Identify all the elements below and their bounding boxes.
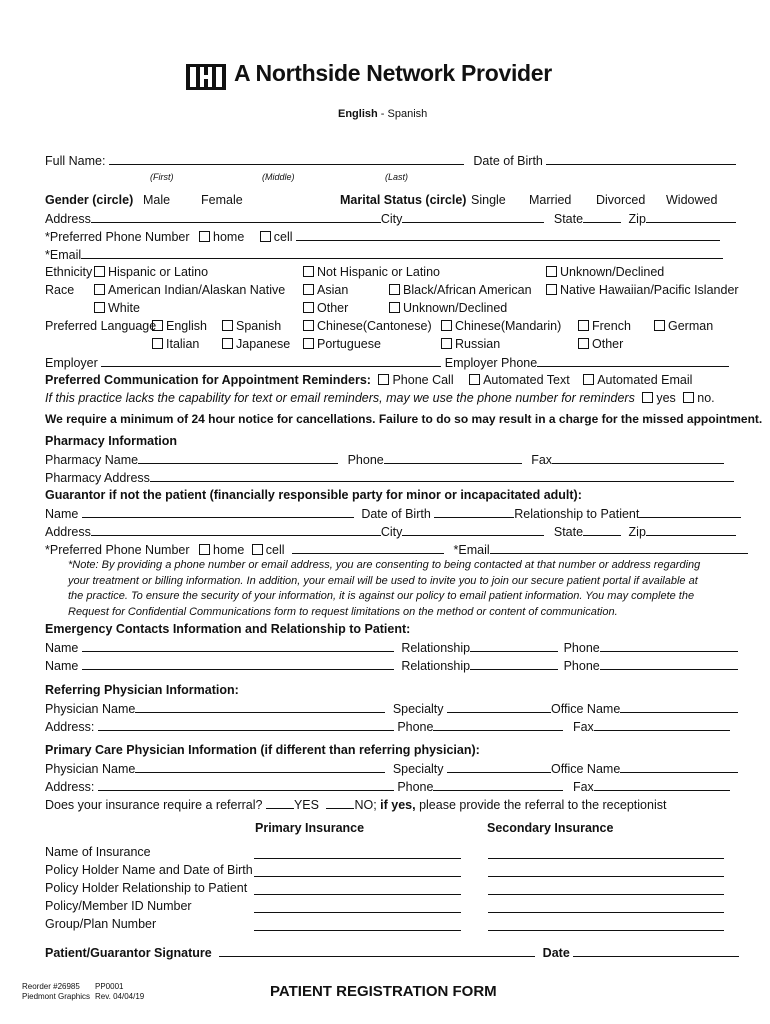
secondary-insurance-field[interactable] xyxy=(488,846,724,859)
guarantor-zip-field[interactable] xyxy=(646,523,736,536)
signature-field[interactable] xyxy=(219,944,535,957)
secondary-insurance-field[interactable] xyxy=(488,864,724,877)
guarantor-email-field[interactable] xyxy=(490,541,748,554)
page-title: A Northside Network Provider xyxy=(234,60,552,86)
pharmacy-address-row: Pharmacy Address xyxy=(45,469,725,486)
primary-insurance-field[interactable] xyxy=(254,900,461,913)
email-field[interactable] xyxy=(81,246,723,259)
secondary-insurance-field[interactable] xyxy=(488,900,724,913)
insurance-field-label: Policy/Member ID Number xyxy=(45,899,192,913)
form-title: PATIENT REGISTRATION FORM xyxy=(270,983,497,1000)
primary-insurance-field[interactable] xyxy=(254,882,461,895)
referral-row: Does your insurance require a referral? YES NO; if yes, please provide the referral to the receptionist xyxy=(45,798,667,812)
referring-physician-field[interactable] xyxy=(135,700,385,713)
marital-single-option[interactable]: Single xyxy=(471,193,506,207)
secondary-insurance-field[interactable] xyxy=(488,882,724,895)
pcp-specialty-field[interactable] xyxy=(447,760,551,773)
emergency-relationship-field-2[interactable] xyxy=(470,657,558,670)
insurance-field-label: Policy Holder Name and Date of Birth xyxy=(45,863,253,877)
guarantor-relationship-field[interactable] xyxy=(639,505,741,518)
guarantor-cell-checkbox[interactable] xyxy=(252,544,263,555)
emergency-name-field-2[interactable] xyxy=(82,657,394,670)
emergency-relationship-field-1[interactable] xyxy=(470,639,558,652)
employer-row: Employer Employer Phone xyxy=(45,354,725,371)
primary-insurance-heading: Primary Insurance xyxy=(255,821,365,835)
pcp-address-row: Address: Phone Fax xyxy=(45,778,725,795)
reminders-question-row: If this practice lacks the capability for text or email reminders, may we use the phone number for reminders yes no. xyxy=(45,391,715,405)
guarantor-home-checkbox[interactable] xyxy=(199,544,210,555)
home-checkbox[interactable] xyxy=(199,231,210,242)
insurance-field-label: Name of Insurance xyxy=(45,845,151,859)
secondary-insurance-heading: Secondary Insurance xyxy=(487,821,614,835)
full-name-field[interactable] xyxy=(109,152,464,165)
address-row: Address City State Zip xyxy=(45,210,725,227)
lang-english-link[interactable]: English xyxy=(338,108,378,120)
guarantor-name-row: Name Date of Birth Relationship to Patient xyxy=(45,505,725,522)
emergency-phone-field-2[interactable] xyxy=(600,657,738,670)
guarantor-address-row: Address City State Zip xyxy=(45,523,725,540)
marital-divorced-option[interactable]: Divorced xyxy=(596,193,646,207)
race-other-option[interactable]: Other xyxy=(303,300,348,316)
primary-insurance-field[interactable] xyxy=(254,918,461,931)
referring-physician-row: Physician Name Specialty Office Name xyxy=(45,700,725,717)
signature-row: Patient/Guarantor Signature Date xyxy=(45,944,725,961)
employer-field[interactable] xyxy=(101,354,441,367)
consent-note: *Note: By providing a phone number or email address, you are consenting to being contacted at that number or address regarding your treatment or billing information. In addition, your email will be used to invite you to join our secure patient portal if available at the practice. To ensure the security of your information, it is against our policy to email patient information. You may complete the Request for Confidential Communications form to request limitations on the method or content of communication. xyxy=(68,559,701,618)
pcp-office-field[interactable] xyxy=(620,760,738,773)
lang-spanish-checkbox[interactable]: Spanish xyxy=(222,318,281,334)
zip-field[interactable] xyxy=(646,210,736,223)
race-native-hawaiian-option[interactable]: Native Hawaiian/Pacific Islander xyxy=(546,282,739,298)
email-row: *Email xyxy=(45,246,725,263)
referral-yes-field[interactable] xyxy=(266,796,294,809)
ethnicity-not-hispanic-option[interactable]: Not Hispanic or Latino xyxy=(303,264,440,280)
guarantor-state-field[interactable] xyxy=(583,523,621,536)
gender-female-option[interactable]: Female xyxy=(201,193,243,207)
primary-insurance-field[interactable] xyxy=(254,846,461,859)
guarantor-name-field[interactable] xyxy=(82,505,354,518)
reminders-yes-checkbox[interactable] xyxy=(642,392,653,403)
lang-russian-checkbox[interactable]: Russian xyxy=(441,336,500,352)
referring-phone-field[interactable] xyxy=(433,718,563,731)
pcp-phone-field[interactable] xyxy=(433,778,563,791)
emergency-phone-field-1[interactable] xyxy=(600,639,738,652)
guarantor-city-field[interactable] xyxy=(402,523,544,536)
pharmacy-heading: Pharmacy Information xyxy=(45,434,177,448)
pharmacy-name-field[interactable] xyxy=(138,451,338,464)
emergency-row-1: Name Relationship Phone xyxy=(45,639,725,656)
secondary-insurance-field[interactable] xyxy=(488,918,724,931)
lang-portuguese-checkbox[interactable]: Portuguese xyxy=(303,336,381,352)
pharmacy-phone-field[interactable] xyxy=(384,451,522,464)
employer-phone-field[interactable] xyxy=(537,354,729,367)
marital-married-option[interactable]: Married xyxy=(529,193,572,207)
lang-other-checkbox[interactable]: Other xyxy=(578,336,623,352)
gender-male-option[interactable]: Male xyxy=(143,193,171,207)
primary-insurance-field[interactable] xyxy=(254,864,461,877)
emergency-name-field-1[interactable] xyxy=(82,639,394,652)
guarantor-dob-field[interactable] xyxy=(434,505,514,518)
race-white-option[interactable]: White xyxy=(94,300,140,316)
pcp-fax-field[interactable] xyxy=(594,778,730,791)
race-unknown-option[interactable]: Unknown/Declined xyxy=(389,300,507,316)
referring-address-field[interactable] xyxy=(98,718,394,731)
state-field[interactable] xyxy=(583,210,621,223)
lang-italian-checkbox[interactable]: Italian xyxy=(152,336,199,352)
pharmacy-row: Pharmacy Name Phone Fax xyxy=(45,451,725,468)
guarantor-phone-field[interactable] xyxy=(292,541,444,554)
city-field[interactable] xyxy=(402,210,544,223)
lang-spanish-link[interactable]: Spanish xyxy=(387,108,428,120)
lang-english-checkbox[interactable]: English xyxy=(152,318,207,334)
referring-address-row: Address: Phone Fax xyxy=(45,718,725,735)
preferred-phone-row: *Preferred Phone Number home cell xyxy=(45,228,725,245)
pcp-heading: Primary Care Physician Information (if different than referring physician): xyxy=(45,743,480,757)
referral-no-field[interactable] xyxy=(326,796,354,809)
lang-japanese-checkbox[interactable]: Japanese xyxy=(222,336,290,352)
insurance-field-label: Policy Holder Relationship to Patient xyxy=(45,881,248,895)
cancellation-notice: We require a minimum of 24 hour notice for cancellations. Failure to do so may result in a charge for the missed appointment. xyxy=(45,412,763,426)
guarantor-address-field[interactable] xyxy=(91,523,381,536)
race-asian-option[interactable]: Asian xyxy=(303,282,348,298)
guarantor-heading: Guarantor if not the patient (financially responsible party for minor or incapacitated adult): xyxy=(45,488,582,502)
race-black-option[interactable]: Black/African American xyxy=(389,282,532,298)
emergency-row-2: Name Relationship Phone xyxy=(45,657,725,674)
lang-german-checkbox[interactable]: German xyxy=(654,318,713,334)
cell-checkbox[interactable] xyxy=(260,231,271,242)
referring-specialty-field[interactable] xyxy=(447,700,551,713)
footer-revision: PP0001 Rev. 04/04/19 xyxy=(95,982,145,1001)
lang-chinese-mandarin-checkbox[interactable]: Chinese(Mandarin) xyxy=(441,318,561,334)
full-name-row: Full Name: Date of Birth xyxy=(45,152,725,169)
dob-field[interactable] xyxy=(546,152,736,165)
ethnicity-hispanic-option[interactable]: Hispanic or Latino xyxy=(94,264,208,280)
referring-fax-field[interactable] xyxy=(594,718,730,731)
communication-row: Preferred Communication for Appointment Reminders: Phone Call Automated Text Automated Email xyxy=(45,373,693,387)
footer-reorder: Reorder #26985 Piedmont Graphics xyxy=(22,982,91,1001)
referring-heading: Referring Physician Information: xyxy=(45,683,239,697)
automated-text-checkbox[interactable] xyxy=(469,374,480,385)
pcp-address-field[interactable] xyxy=(98,778,394,791)
reminders-no-checkbox[interactable] xyxy=(683,392,694,403)
lang-french-checkbox[interactable]: French xyxy=(578,318,631,334)
referring-office-field[interactable] xyxy=(620,700,738,713)
phone-call-checkbox[interactable] xyxy=(378,374,389,385)
northside-logo-icon xyxy=(186,64,226,90)
signature-date-field[interactable] xyxy=(573,944,739,957)
ethnicity-unknown-option[interactable]: Unknown/Declined xyxy=(546,264,664,280)
race-american-indian-option[interactable]: American Indian/Alaskan Native xyxy=(94,282,285,298)
preferred-phone-field[interactable] xyxy=(296,228,720,241)
pcp-physician-field[interactable] xyxy=(135,760,385,773)
pharmacy-address-field[interactable] xyxy=(150,469,734,482)
pcp-physician-row: Physician Name Specialty Office Name xyxy=(45,760,725,777)
emergency-heading: Emergency Contacts Information and Relationship to Patient: xyxy=(45,622,411,636)
guarantor-phone-row: *Preferred Phone Number home cell *Email xyxy=(45,541,725,558)
address-field[interactable] xyxy=(91,210,381,223)
lang-chinese-cantonese-checkbox[interactable]: Chinese(Cantonese) xyxy=(303,318,432,334)
marital-widowed-option[interactable]: Widowed xyxy=(666,193,718,207)
insurance-field-label: Group/Plan Number xyxy=(45,917,157,931)
pharmacy-fax-field[interactable] xyxy=(552,451,724,464)
language-toggle: English - Spanish xyxy=(338,108,428,120)
automated-email-checkbox[interactable] xyxy=(583,374,594,385)
